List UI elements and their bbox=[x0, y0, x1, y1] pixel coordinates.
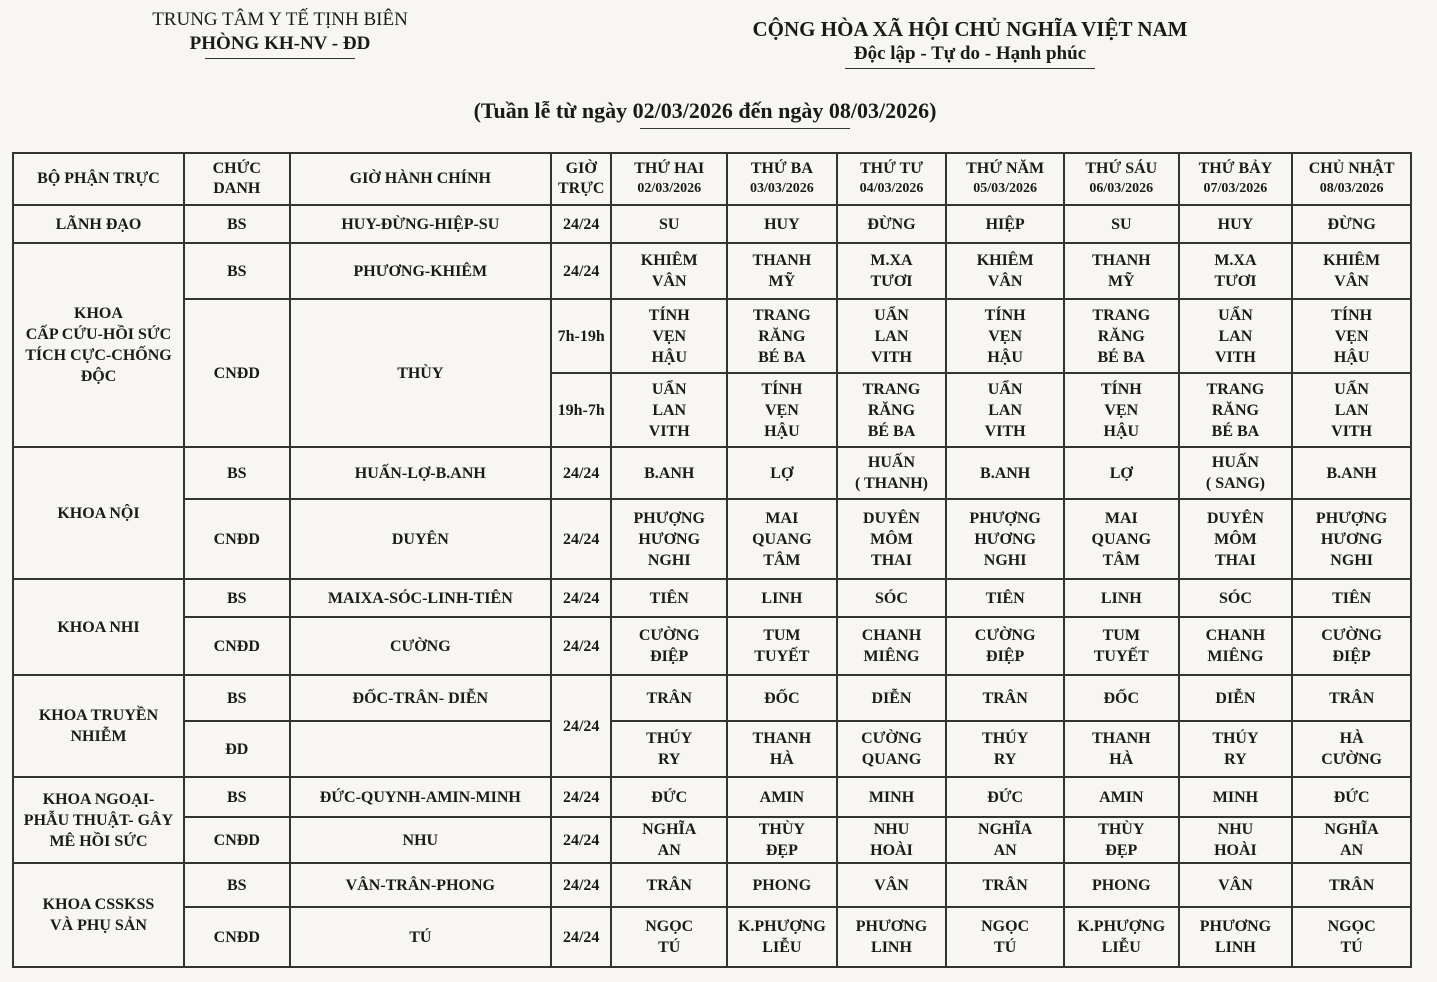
header-day bbox=[1179, 153, 1293, 205]
duty-cell: PHONG bbox=[727, 863, 837, 907]
duty-cell: UẨN LAN VITH bbox=[1292, 373, 1411, 447]
duty-cell: TRÂN bbox=[611, 863, 727, 907]
shift-cell: 24/24 bbox=[551, 243, 611, 299]
duty-cell: TRANG RĂNG BÉ BA bbox=[1064, 299, 1179, 373]
duty-cell: NHU HOÀI bbox=[837, 817, 947, 863]
shift-cell: 24/24 bbox=[551, 447, 611, 499]
day-date: 02/03/2026 bbox=[637, 181, 702, 196]
duty-cell: CƯỜNG ĐIỆP bbox=[1292, 617, 1411, 675]
duty-cell: TRÂN bbox=[611, 675, 727, 721]
table-row bbox=[13, 907, 1411, 967]
shift-cell: 7h-19h bbox=[551, 299, 611, 373]
duty-cell: THÙY ĐẸP bbox=[727, 817, 837, 863]
duty-cell: K.PHƯỢNG LIỄU bbox=[727, 907, 837, 967]
duty-cell: AMIN bbox=[1064, 777, 1179, 817]
day-date: 06/03/2026 bbox=[1089, 181, 1154, 196]
day-date: 04/03/2026 bbox=[859, 181, 924, 196]
duty-cell: NGHĨA AN bbox=[1292, 817, 1411, 863]
office-hours-cell: HUẤN-LỢ-B.ANH bbox=[290, 447, 551, 499]
title-cell: BS bbox=[184, 675, 290, 721]
table-row bbox=[13, 447, 1411, 499]
duty-cell: NGỌC TÚ bbox=[611, 907, 727, 967]
duty-cell: VÂN bbox=[1179, 863, 1293, 907]
day-date: 07/03/2026 bbox=[1203, 181, 1268, 196]
duty-cell: TÍNH VẸN HẬU bbox=[611, 299, 727, 373]
shift-cell: 24/24 bbox=[551, 205, 611, 243]
office-hours-cell: NHU bbox=[290, 817, 551, 863]
duty-cell: ĐỨC bbox=[1292, 777, 1411, 817]
department-cell: KHOA NGOẠI- PHẪU THUẬT- GÂY MÊ HỒI SỨC bbox=[13, 777, 184, 863]
table-row bbox=[13, 721, 1411, 777]
duty-cell: TÍNH VẸN HẬU bbox=[727, 373, 837, 447]
title-cell: CNĐD bbox=[184, 617, 290, 675]
duty-cell: LỢ bbox=[727, 447, 837, 499]
office-hours-cell: PHƯƠNG-KHIÊM bbox=[290, 243, 551, 299]
title-cell: BS bbox=[184, 205, 290, 243]
duty-cell: THÙY ĐẸP bbox=[1064, 817, 1179, 863]
duty-cell: TRANG RĂNG BÉ BA bbox=[727, 299, 837, 373]
duty-cell: NGHĨA AN bbox=[611, 817, 727, 863]
duty-cell: HUẤN ( THANH) bbox=[837, 447, 947, 499]
header-office-hours: GIỜ HÀNH CHÍNH bbox=[290, 153, 551, 205]
nation-title: CỘNG HÒA XÃ HỘI CHỦ NGHĨA VIỆT NAM bbox=[752, 17, 1188, 41]
office-hours-cell: THÙY bbox=[290, 299, 551, 447]
duty-cell: M.XA TƯƠI bbox=[837, 243, 947, 299]
duty-cell: THÚY RY bbox=[946, 721, 1064, 777]
duty-cell: DUYÊN MÔM THAI bbox=[837, 499, 947, 579]
duty-cell: LỢ bbox=[1064, 447, 1179, 499]
shift-cell: 24/24 bbox=[551, 817, 611, 863]
day-name: THỨ SÁU bbox=[1085, 160, 1158, 177]
duty-cell: ĐỐC bbox=[727, 675, 837, 721]
duty-cell: NGHĨA AN bbox=[946, 817, 1064, 863]
header-shift: GIỜ TRỰC bbox=[551, 153, 611, 205]
table-row bbox=[13, 817, 1411, 863]
duty-cell: NHU HOÀI bbox=[1179, 817, 1293, 863]
duty-cell: THANH MỸ bbox=[1064, 243, 1179, 299]
table-row bbox=[13, 675, 1411, 721]
duty-cell: KHIÊM VÂN bbox=[611, 243, 727, 299]
duty-cell: THÚY RY bbox=[1179, 721, 1293, 777]
title-cell: CNĐD bbox=[184, 299, 290, 447]
duty-cell: SÓC bbox=[1179, 579, 1293, 617]
duty-cell: KHIÊM VÂN bbox=[946, 243, 1064, 299]
duty-cell: HUY bbox=[727, 205, 837, 243]
duty-roster-table bbox=[12, 152, 1412, 968]
underline bbox=[845, 68, 1095, 69]
shift-cell: 19h-7h bbox=[551, 373, 611, 447]
duty-cell: ĐỪNG bbox=[837, 205, 947, 243]
duty-cell: TRANG RĂNG BÉ BA bbox=[837, 373, 947, 447]
department-cell: KHOA NỘI bbox=[13, 447, 184, 579]
duty-cell: MINH bbox=[837, 777, 947, 817]
duty-cell: HÀ CƯỜNG bbox=[1292, 721, 1411, 777]
duty-cell: PHƯƠNG LINH bbox=[1179, 907, 1293, 967]
duty-cell: TIÊN bbox=[946, 579, 1064, 617]
table-row bbox=[13, 205, 1411, 243]
underline bbox=[640, 128, 850, 129]
duty-cell: UẨN LAN VITH bbox=[837, 299, 947, 373]
duty-cell: NGỌC TÚ bbox=[946, 907, 1064, 967]
duty-cell: PHONG bbox=[1064, 863, 1179, 907]
shift-cell: 24/24 bbox=[551, 907, 611, 967]
header-row bbox=[13, 153, 1411, 205]
duty-cell: THÚY RY bbox=[611, 721, 727, 777]
shift-cell: 24/24 bbox=[551, 499, 611, 579]
duty-cell: DIỄN bbox=[837, 675, 947, 721]
office-hours-cell: TÚ bbox=[290, 907, 551, 967]
title-cell: BS bbox=[184, 447, 290, 499]
duty-cell: SÓC bbox=[837, 579, 947, 617]
shift-cell: 24/24 bbox=[551, 777, 611, 817]
office-hours-cell: ĐỨC-QUYNH-AMIN-MINH bbox=[290, 777, 551, 817]
day-name: THỨ BA bbox=[750, 160, 813, 177]
office-hours-cell: MAIXA-SÓC-LINH-TIÊN bbox=[290, 579, 551, 617]
shift-cell: 24/24 bbox=[551, 617, 611, 675]
duty-cell: ĐỨC bbox=[611, 777, 727, 817]
duty-cell: CHANH MIÊNG bbox=[837, 617, 947, 675]
duty-cell: MINH bbox=[1179, 777, 1293, 817]
duty-cell: TÍNH VẸN HẬU bbox=[1292, 299, 1411, 373]
day-date: 08/03/2026 bbox=[1319, 181, 1384, 196]
duty-cell: TUM TUYẾT bbox=[1064, 617, 1179, 675]
duty-cell: DUYÊN MÔM THAI bbox=[1179, 499, 1293, 579]
duty-cell: NGỌC TÚ bbox=[1292, 907, 1411, 967]
title-cell: CNĐD bbox=[184, 817, 290, 863]
table-row bbox=[13, 863, 1411, 907]
duty-cell: UẨN LAN VITH bbox=[611, 373, 727, 447]
header-right bbox=[740, 16, 1200, 69]
table-row bbox=[13, 499, 1411, 579]
table-row bbox=[13, 777, 1411, 817]
duty-cell: AMIN bbox=[727, 777, 837, 817]
day-date: 03/03/2026 bbox=[749, 181, 814, 196]
duty-cell: B.ANH bbox=[1292, 447, 1411, 499]
header-day bbox=[1292, 153, 1411, 205]
table-row bbox=[13, 243, 1411, 299]
duty-cell: TÍNH VẸN HẬU bbox=[1064, 373, 1179, 447]
office-hours-cell: VÂN-TRÂN-PHONG bbox=[290, 863, 551, 907]
day-date: 05/03/2026 bbox=[973, 181, 1038, 196]
office-hours-cell: ĐỐC-TRÂN- DIỄN bbox=[290, 675, 551, 721]
duty-cell: B.ANH bbox=[611, 447, 727, 499]
duty-cell: ĐỪNG bbox=[1292, 205, 1411, 243]
day-name: THỨ BẢY bbox=[1198, 160, 1273, 177]
duty-cell: HIỆP bbox=[946, 205, 1064, 243]
header-day bbox=[837, 153, 947, 205]
duty-cell: TIÊN bbox=[1292, 579, 1411, 617]
title-cell: BS bbox=[184, 579, 290, 617]
duty-cell: ĐỨC bbox=[946, 777, 1064, 817]
shift-cell: 24/24 bbox=[551, 675, 611, 777]
title-cell: ĐD bbox=[184, 721, 290, 777]
shift-cell: 24/24 bbox=[551, 863, 611, 907]
duty-cell: TRÂN bbox=[1292, 675, 1411, 721]
office-hours-cell: DUYÊN bbox=[290, 499, 551, 579]
week-range: (Tuần lễ từ ngày 02/03/2026 đến ngày 08/03/2026) bbox=[473, 98, 937, 123]
header-dept: BỘ PHẬN TRỰC bbox=[13, 153, 184, 205]
table-row bbox=[13, 617, 1411, 675]
duty-cell: TRÂN bbox=[946, 675, 1064, 721]
duty-cell: TIÊN bbox=[611, 579, 727, 617]
duty-cell: TUM TUYẾT bbox=[727, 617, 837, 675]
duty-cell: UẨN LAN VITH bbox=[1179, 299, 1293, 373]
duty-cell: CƯỜNG QUANG bbox=[837, 721, 947, 777]
underline bbox=[205, 58, 355, 59]
duty-cell: THANH MỸ bbox=[727, 243, 837, 299]
duty-cell: CƯỜNG ĐIỆP bbox=[611, 617, 727, 675]
duty-cell: KHIÊM VÂN bbox=[1292, 243, 1411, 299]
duty-cell: HUY bbox=[1179, 205, 1293, 243]
duty-cell: LINH bbox=[1064, 579, 1179, 617]
duty-cell: MAI QUANG TÂM bbox=[727, 499, 837, 579]
header-left bbox=[130, 8, 430, 59]
duty-cell: SU bbox=[1064, 205, 1179, 243]
header-day bbox=[727, 153, 837, 205]
duty-cell: TÍNH VẸN HẬU bbox=[946, 299, 1064, 373]
department-cell: KHOA NHI bbox=[13, 579, 184, 675]
duty-cell: HUẤN ( SANG) bbox=[1179, 447, 1293, 499]
duty-cell: PHƯƠNG LINH bbox=[837, 907, 947, 967]
day-name: THỨ NĂM bbox=[966, 160, 1045, 177]
office-hours-cell: HUY-ĐỪNG-HIỆP-SU bbox=[290, 205, 551, 243]
title-cell: CNĐD bbox=[184, 907, 290, 967]
title-cell: BS bbox=[184, 863, 290, 907]
header-day bbox=[946, 153, 1064, 205]
department-cell: KHOA CẤP CỨU-HỒI SỨC TÍCH CỰC-CHỐNG ĐỘC bbox=[13, 243, 184, 447]
duty-cell: TRANG RĂNG BÉ BA bbox=[1179, 373, 1293, 447]
department-cell: LÃNH ĐẠO bbox=[13, 205, 184, 243]
shift-cell: 24/24 bbox=[551, 579, 611, 617]
duty-cell: CƯỜNG ĐIỆP bbox=[946, 617, 1064, 675]
title-cell: BS bbox=[184, 243, 290, 299]
table-row bbox=[13, 299, 1411, 373]
department-cell: KHOA TRUYỀN NHIỄM bbox=[13, 675, 184, 777]
office-hours-cell: CƯỜNG bbox=[290, 617, 551, 675]
motto: Độc lập - Tự do - Hạnh phúc bbox=[853, 43, 1087, 64]
office-hours-cell bbox=[290, 721, 551, 777]
day-name: CHỦ NHẬT bbox=[1308, 160, 1395, 177]
header-day bbox=[1064, 153, 1179, 205]
duty-cell: TRÂN bbox=[1292, 863, 1411, 907]
department-name: PHÒNG KH-NV - ĐD bbox=[189, 33, 371, 54]
title-cell: BS bbox=[184, 777, 290, 817]
duty-cell: PHƯỢNG HƯƠNG NGHI bbox=[611, 499, 727, 579]
duty-cell: THANH HÀ bbox=[727, 721, 837, 777]
duty-cell: M.XA TƯƠI bbox=[1179, 243, 1293, 299]
header-title: CHỨC DANH bbox=[184, 153, 290, 205]
duty-cell: B.ANH bbox=[946, 447, 1064, 499]
day-name: THỨ HAI bbox=[634, 160, 705, 177]
organization-name: TRUNG TÂM Y TẾ TỊNH BIÊN bbox=[152, 9, 408, 30]
duty-cell: K.PHƯỢNG LIỄU bbox=[1064, 907, 1179, 967]
duty-cell: VÂN bbox=[837, 863, 947, 907]
duty-cell: SU bbox=[611, 205, 727, 243]
duty-cell: MAI QUANG TÂM bbox=[1064, 499, 1179, 579]
duty-cell: THANH HÀ bbox=[1064, 721, 1179, 777]
duty-cell: PHƯỢNG HƯƠNG NGHI bbox=[946, 499, 1064, 579]
day-name: THỨ TƯ bbox=[860, 160, 923, 177]
duty-cell: PHƯỢNG HƯƠNG NGHI bbox=[1292, 499, 1411, 579]
title-cell: CNĐD bbox=[184, 499, 290, 579]
duty-cell: CHANH MIÊNG bbox=[1179, 617, 1293, 675]
duty-cell: LINH bbox=[727, 579, 837, 617]
duty-cell: UẨN LAN VITH bbox=[946, 373, 1064, 447]
duty-cell: TRÂN bbox=[946, 863, 1064, 907]
header-day bbox=[611, 153, 727, 205]
department-cell: KHOA CSSKSS VÀ PHỤ SẢN bbox=[13, 863, 184, 967]
duty-cell: DIỄN bbox=[1179, 675, 1293, 721]
duty-cell: ĐỐC bbox=[1064, 675, 1179, 721]
table-row bbox=[13, 579, 1411, 617]
